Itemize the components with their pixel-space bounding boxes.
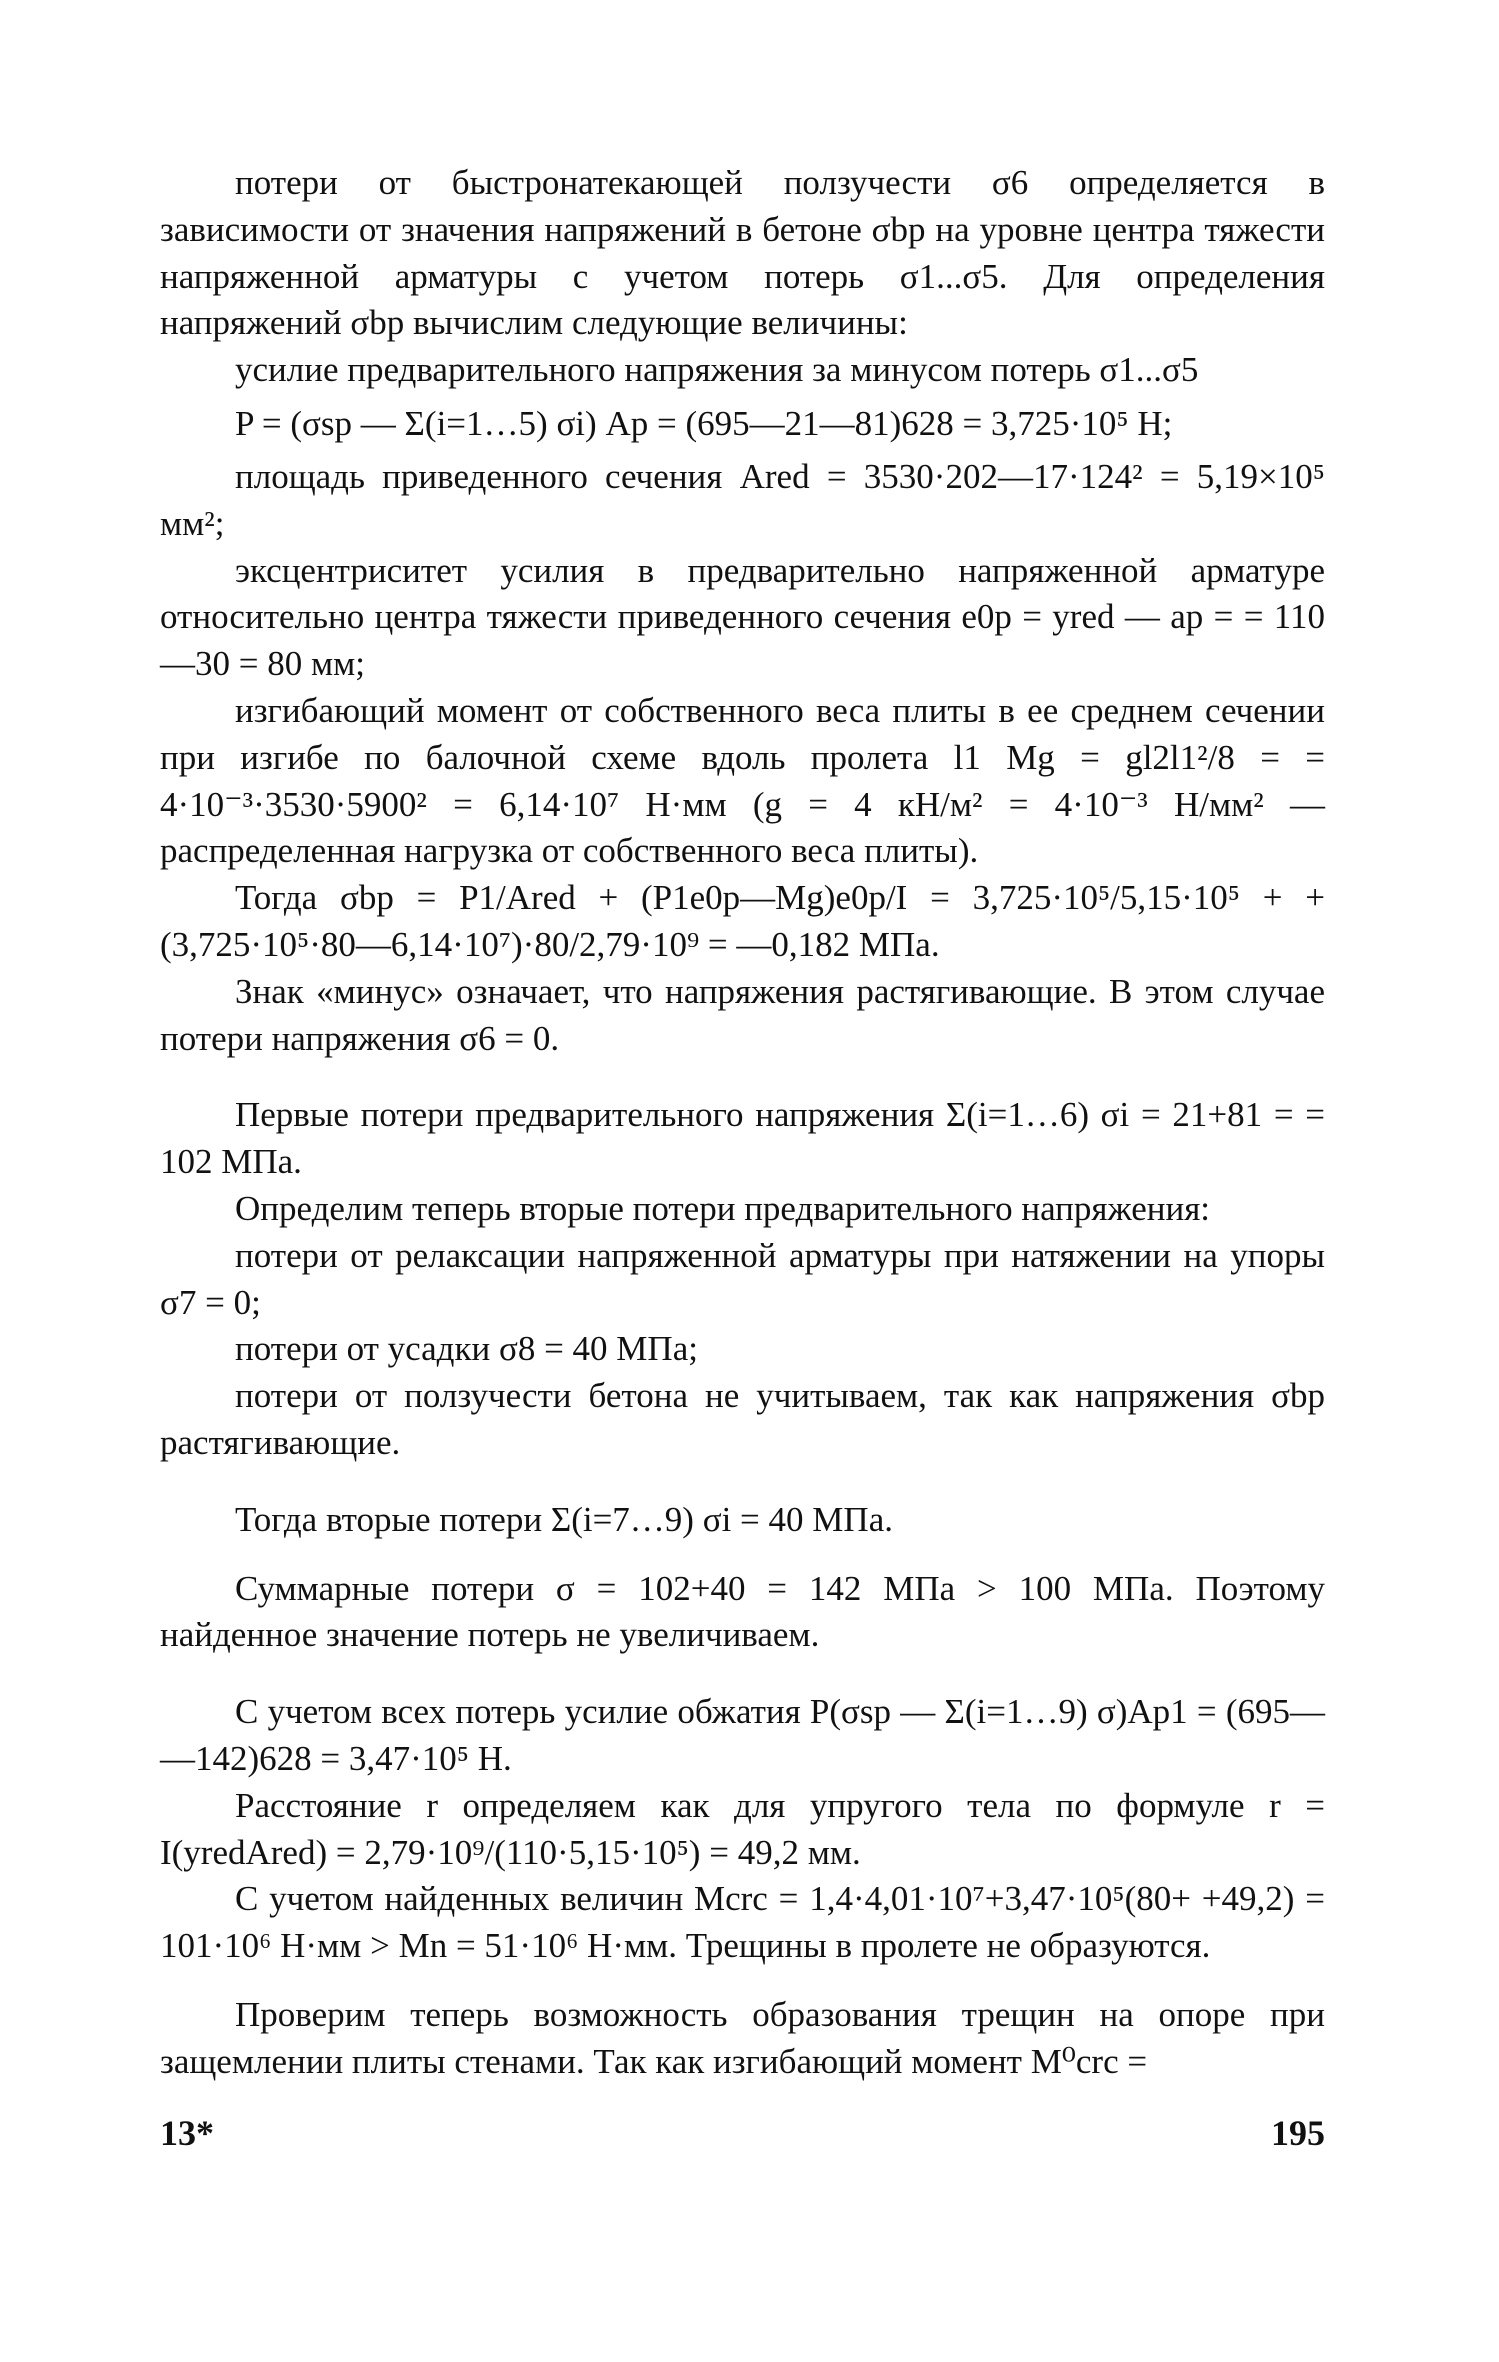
paragraph: потери от усадки σ8 = 40 МПа; bbox=[235, 1329, 698, 1369]
page-number: 195 bbox=[1271, 2113, 1325, 2153]
paragraph: Расстояние r определяем как для упругого тела по формуле r = I(yredAred) = 2,79·10⁹/(110·5,15·10⁵) = 49,2 мм. bbox=[160, 1785, 1325, 1872]
paragraph: усилие предварительного напряжения за минусом потерь σ1...σ5 bbox=[235, 350, 1199, 390]
formula-prestress-force: P = (σsp — Σ(i=1…5) σi) Ap = (695—21—81)628 = 3,725·10⁵ Н; bbox=[235, 403, 1173, 443]
paragraph: потери от релаксации напряженной арматуры при натяжении на упоры σ7 = 0; bbox=[160, 1235, 1325, 1322]
paragraph: Знак «минус» означает, что напряжения растягивающие. В этом случае потери напряжения σ6 = 0. bbox=[160, 971, 1325, 1058]
body-text bbox=[160, 160, 1325, 2085]
paragraph: Тогда σbp = P1/Ared + (P1e0p—Mg)e0p/I = 3,725·10⁵/5,15·10⁵ + + (3,725·10⁵·80—6,14·10⁷)·80/2,79·10⁹ = —0,182 МПа. bbox=[160, 878, 1325, 964]
paragraph: эксцентриситет усилия в предварительно напряженной арматуре относительно центра тяжести приведенного сечения e0p = yred — ap = = 110—30 = 80 мм; bbox=[160, 550, 1325, 684]
signature-mark: 13* bbox=[160, 2113, 214, 2153]
paragraph: площадь приведенного сечения Ared = 3530·202—17·124² = 5,19×10⁵ мм²; bbox=[160, 456, 1325, 543]
paragraph: С учетом всех потерь усилие обжатия P(σsp — Σ(i=1…9) σ)Ap1 = (695— —142)628 = 3,47·10⁵ Н. bbox=[160, 1692, 1325, 1778]
paragraph: потери от ползучести бетона не учитываем, так как напряжения σbp растягивающие. bbox=[160, 1376, 1325, 1462]
paragraph: Определим теперь вторые потери предварительного напряжения: bbox=[235, 1188, 1211, 1228]
paragraph: потери от быстронатекающей ползучести σ6 определяется в зависимости от значения напряжений в бетоне σbp на уровне центра тяжести напряженной арматуры с учетом потерь σ1...σ5. Для определения напряжений σbp вычислим следующие величины: bbox=[160, 163, 1325, 343]
paragraph: С учетом найденных величин Mcrc = 1,4·4,01·10⁷+3,47·10⁵(80+ +49,2) = 101·10⁶ Н·мм > Mn = 51·10⁶ Н·мм. Трещины в пролете не образуются. bbox=[160, 1879, 1325, 1966]
paragraph: Суммарные потери σ = 102+40 = 142 МПа > 100 МПа. Поэтому найденное значение потерь не увеличиваем. bbox=[160, 1568, 1325, 1655]
paragraph: изгибающий момент от собственного веса плиты в ее среднем сечении при изгибе по балочной схеме вдоль пролета l1 Mg = gl2l1²/8 = = 4·10⁻³·3530·5900² = 6,14·10⁷ Н·мм (g = 4 кН/м² = 4·10⁻³ Н/мм² — распределенная нагрузка от собственного веса плиты). bbox=[160, 690, 1325, 871]
paragraph: Первые потери предварительного напряжения Σ(i=1…6) σi = 21+81 = = 102 МПа. bbox=[160, 1095, 1325, 1182]
paragraph: Тогда вторые потери Σ(i=7…9) σi = 40 МПа. bbox=[235, 1499, 893, 1539]
paragraph: Проверим теперь возможность образования трещин на опоре при защемлении плиты стенами. Так как изгибающий момент M⁰crc = bbox=[160, 1994, 1325, 2081]
